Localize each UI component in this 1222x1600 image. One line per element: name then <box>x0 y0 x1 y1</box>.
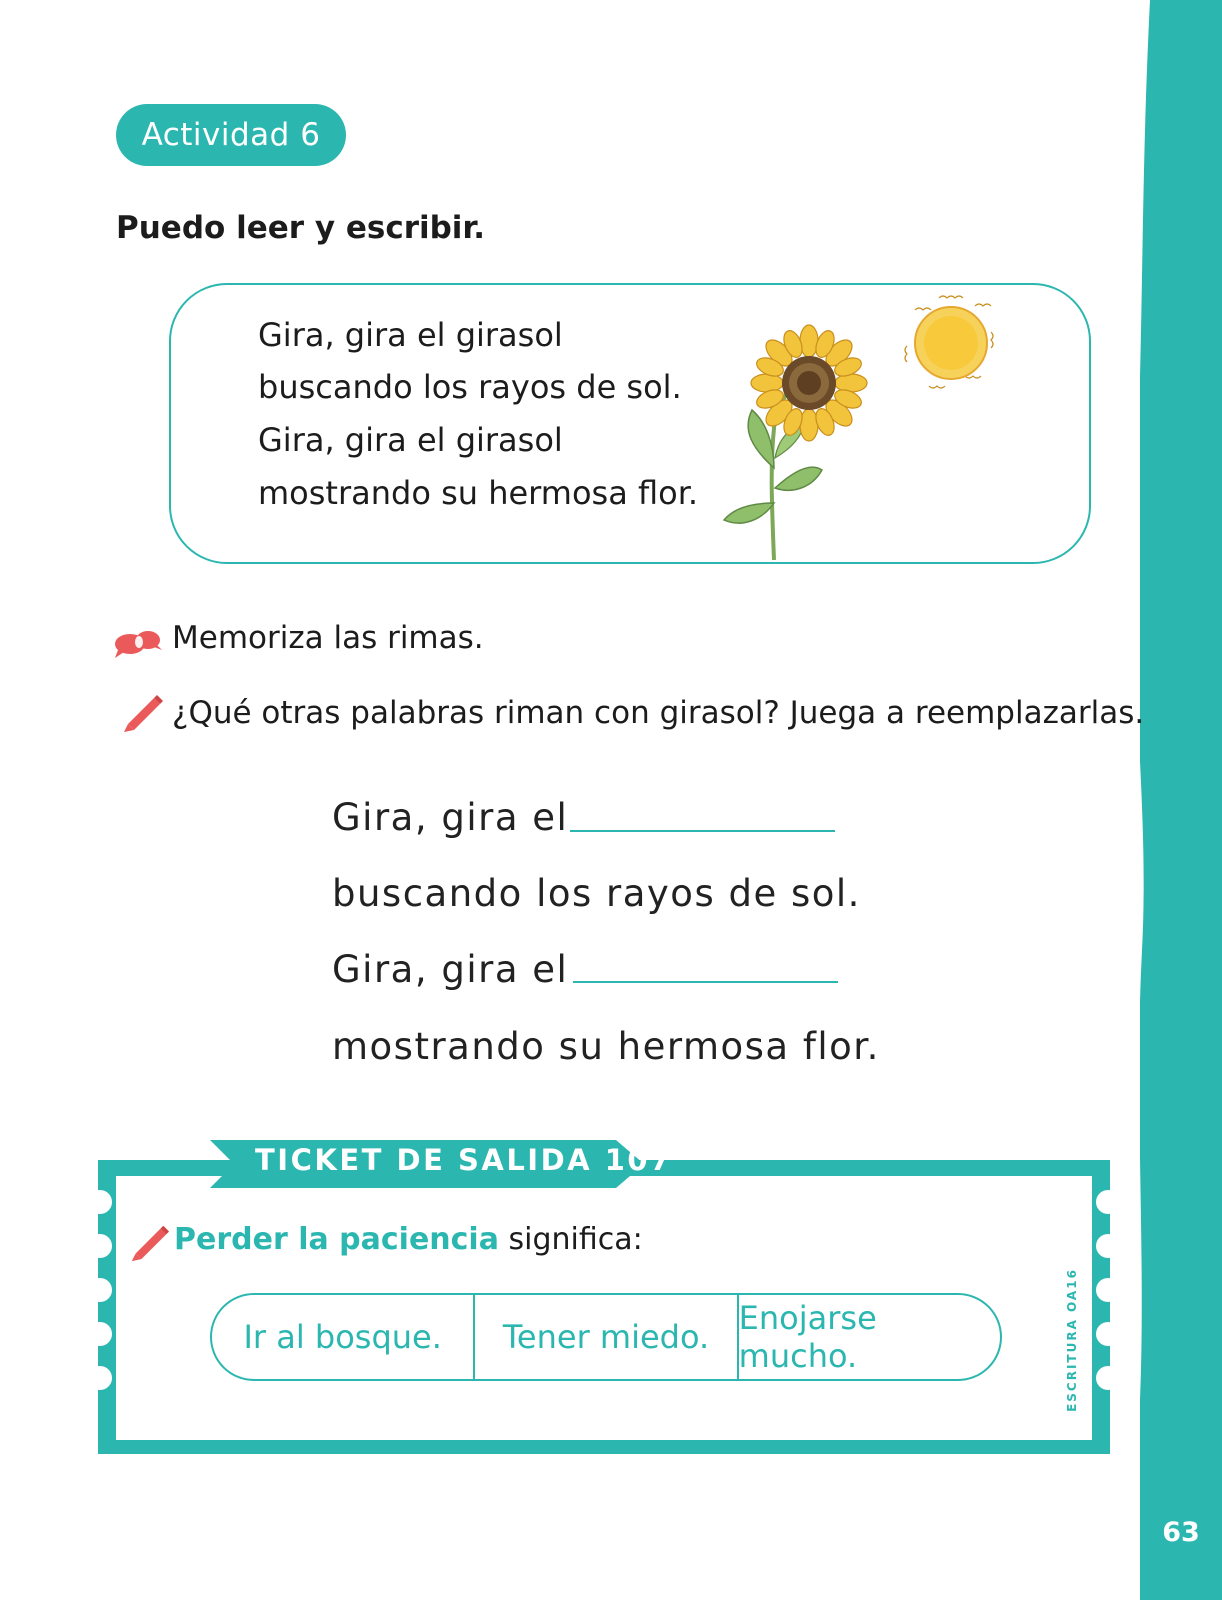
exit-ticket-label: TICKET DE SALIDA 107 <box>255 1143 673 1177</box>
exercise-line: buscando los rayos de sol. <box>332 872 861 915</box>
speech-bubbles-icon <box>112 628 164 660</box>
poem-line: buscando los rayos de sol. <box>258 368 682 406</box>
activity-badge: Actividad 6 <box>116 104 346 166</box>
option-1[interactable]: Ir al bosque. <box>243 1318 442 1356</box>
option-3[interactable]: Enojarse mucho. <box>737 1295 1000 1379</box>
curriculum-code <box>1060 1268 1084 1412</box>
sunflower-illustration <box>712 318 872 566</box>
answer-options <box>210 1293 1002 1381</box>
poem-line: Gira, gira el girasol <box>258 421 563 459</box>
answer-blank-2[interactable] <box>573 981 838 983</box>
poem-line: mostrando su hermosa flor. <box>258 474 699 512</box>
rhyme-question: ¿Qué otras palabras riman con girasol? Juega a reemplazarlas. <box>172 695 1145 731</box>
ticket-question-rest: significa: <box>498 1222 643 1257</box>
ticket-question-highlight: Perder la paciencia <box>174 1222 499 1257</box>
page-number: 63 <box>1162 1517 1200 1548</box>
pencil-icon <box>120 692 164 732</box>
answer-blank-1[interactable] <box>570 830 835 832</box>
activity-title: Puedo leer y escribir. <box>116 210 486 246</box>
ticket-question <box>174 1222 643 1257</box>
poem-line: Gira, gira el girasol <box>258 316 563 354</box>
curriculum-code-text: ESCRITURA OA16 <box>1065 1268 1079 1412</box>
sun-illustration <box>895 288 1007 398</box>
exercise-line: Gira, gira el <box>332 948 569 991</box>
pencil-icon <box>128 1222 170 1262</box>
exercise-line: mostrando su hermosa flor. <box>332 1025 880 1068</box>
option-2[interactable]: Tener miedo. <box>473 1295 736 1379</box>
memorize-instruction: Memoriza las rimas. <box>172 620 484 656</box>
side-band <box>1140 0 1222 1600</box>
exercise-line: Gira, gira el <box>332 796 569 839</box>
